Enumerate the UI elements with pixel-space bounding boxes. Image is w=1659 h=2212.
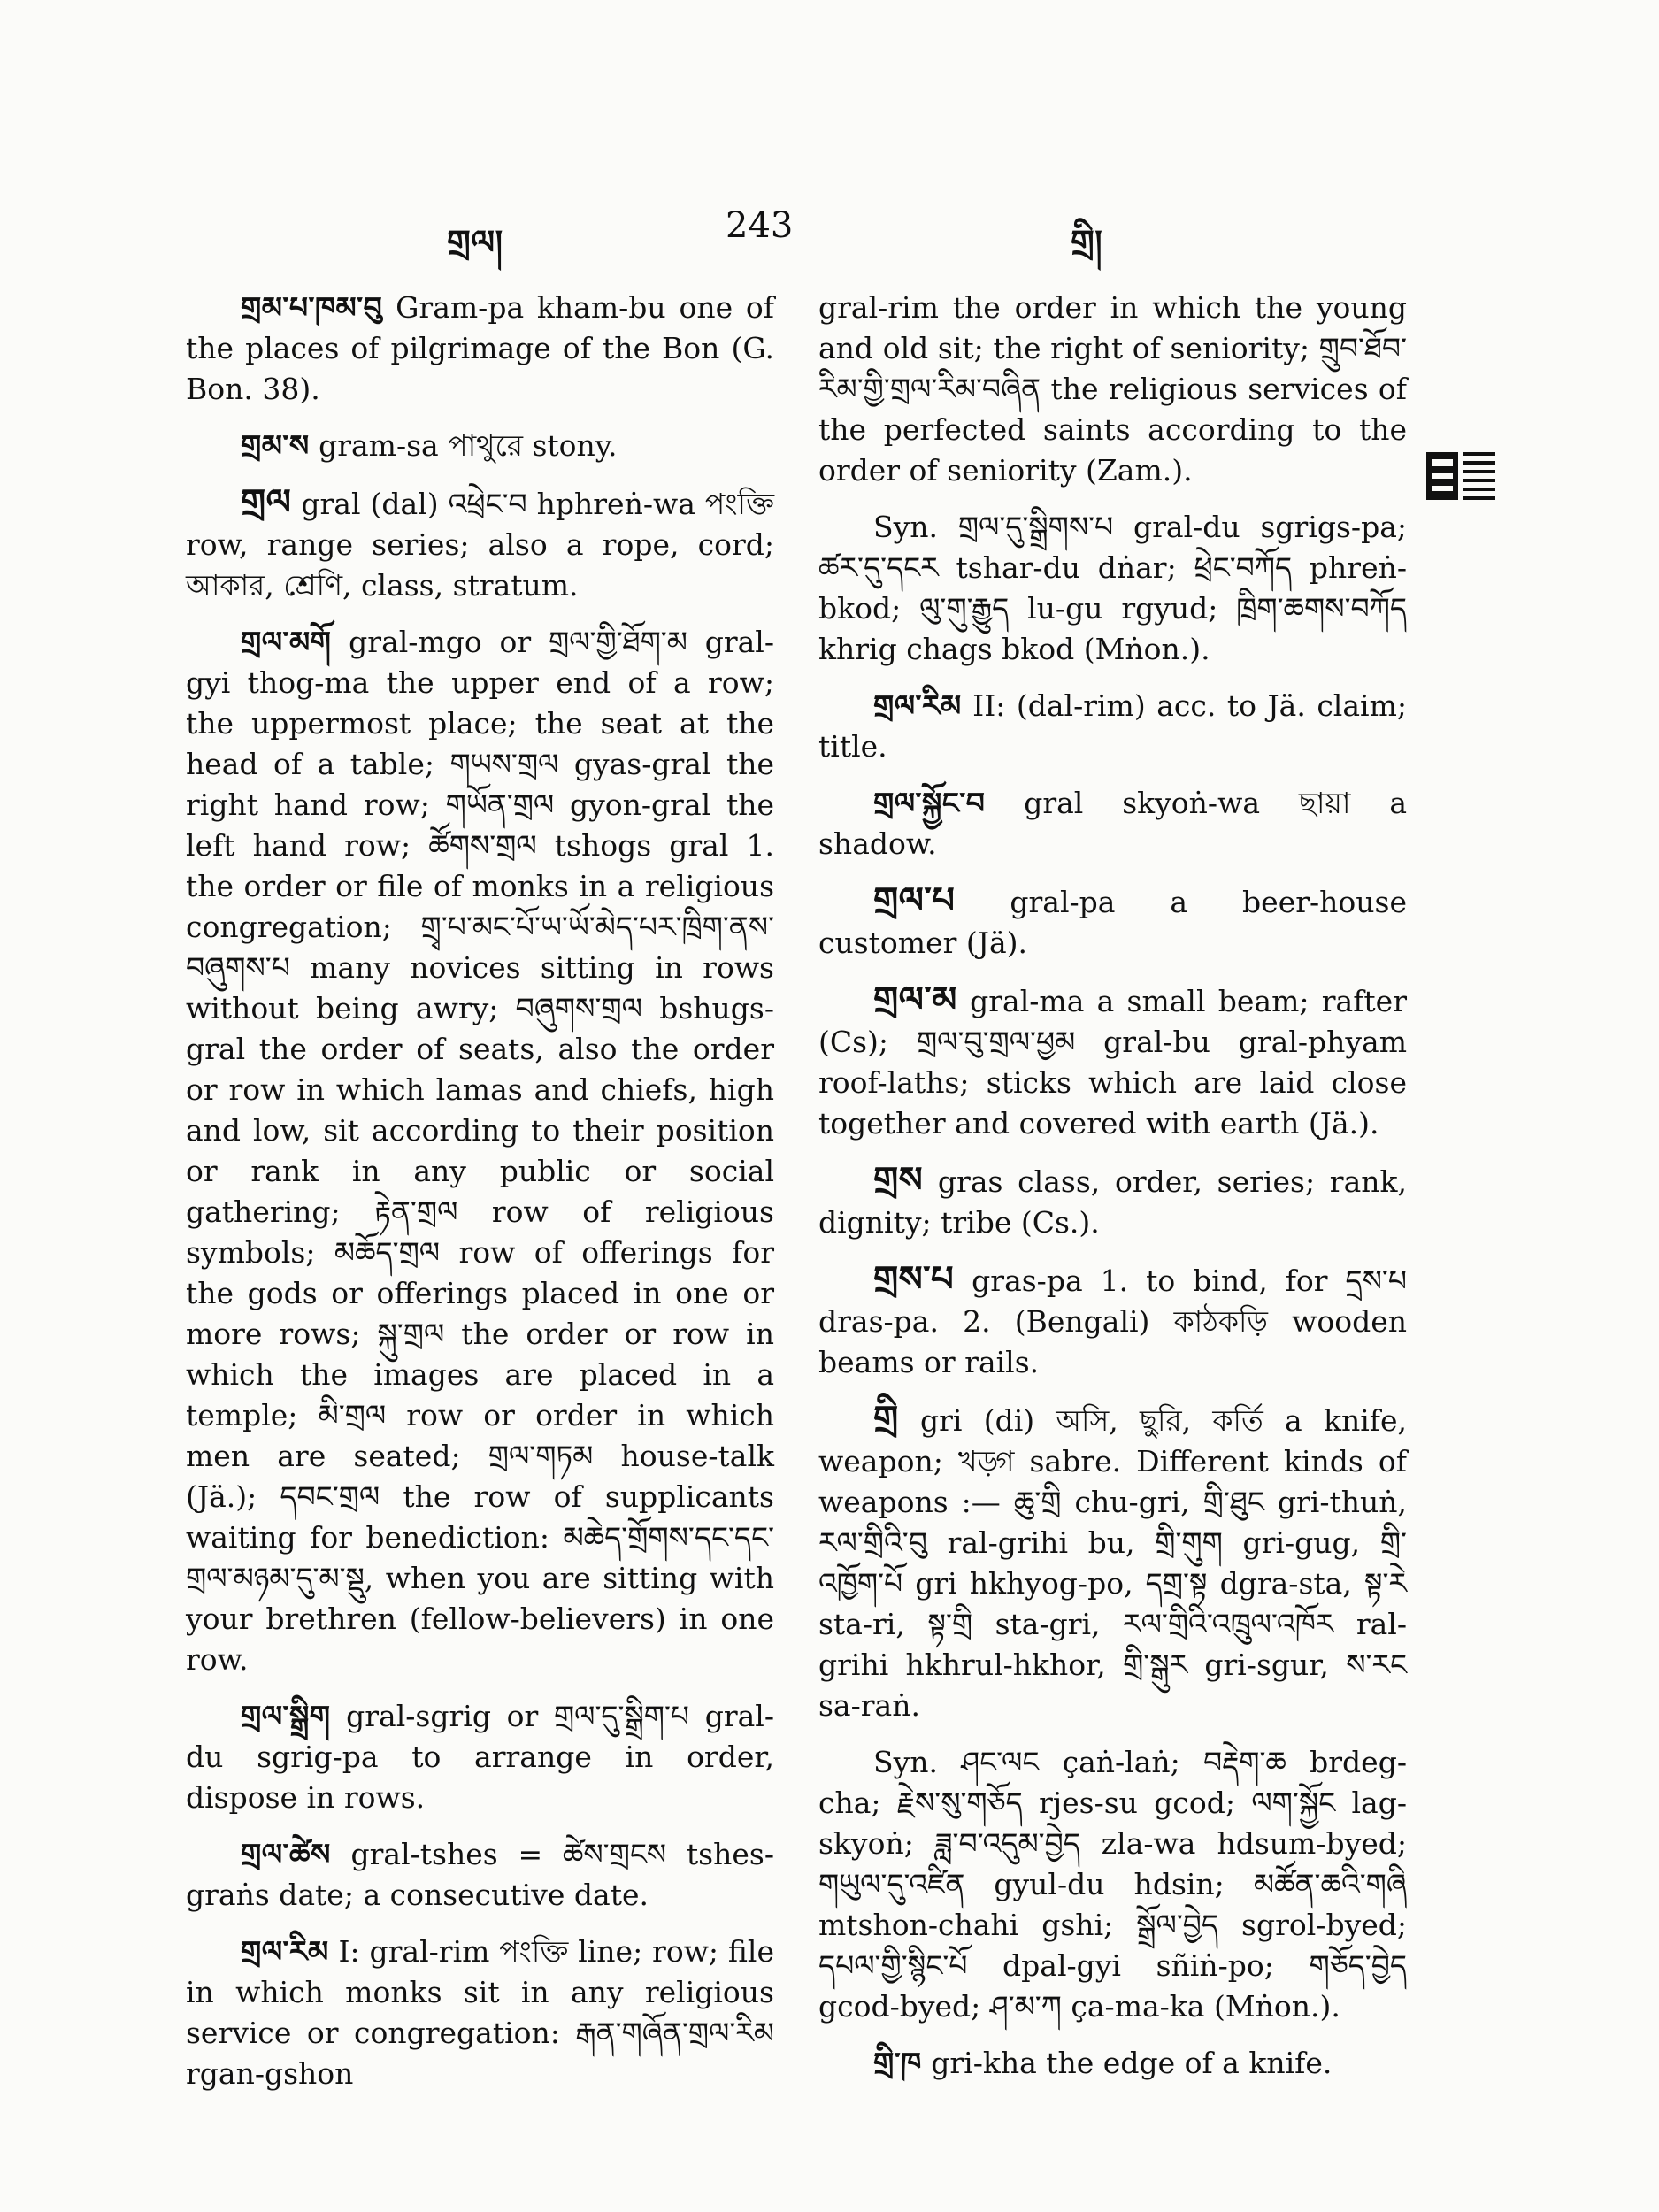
entry (818, 1259, 1407, 1383)
entry (818, 2043, 1407, 2084)
entry (818, 686, 1407, 767)
entry-text: Syn. ཤང་ལང çaṅ-laṅ; བརྡེག་ཆ brdeg-cha; རྗེས་སུ་གཅོད rjes-su gcod; ལག་སྐྱོང lag-skyoṅ; ཟླ་བ་འདུམ་བྱེད zla-wa hdsum-byed; གཡུལ་དུ་འཛིན gyul-du hdsin; མཚོན་ཆའི་གཞི mtshon-chahi gshi; སྒྲོལ་བྱེད sgrol-byed; དཔལ་གྱི་སྙིང་པོ dpal-gyi sñiṅ-po; གཅོད་བྱེད gcod-byed; ཤ་མ་ཀ ça-ma-ka (Mṅon.). (818, 1745, 1407, 2024)
page-header (0, 205, 1659, 262)
page-number: 243 (726, 205, 794, 246)
entry-headword: གྲི (873, 1398, 899, 1440)
entry (818, 288, 1407, 491)
entry-headword: གྲལ་རིམ (873, 688, 962, 723)
entry-headword: གྲལ་པ (873, 879, 956, 921)
entry-text: gram-sa পাথুরে stony. (309, 428, 618, 463)
entry (818, 1160, 1407, 1243)
entry-headword: གྲལ (241, 481, 292, 523)
entry-headword: གྲལ་སྐྱོང་བ (873, 786, 986, 820)
entry-headword: གྲི་ཁ (873, 2046, 922, 2080)
entry (186, 288, 774, 410)
left-column (186, 288, 774, 2110)
thumb-index-tab-icon (1426, 447, 1497, 505)
entry (186, 426, 774, 466)
entry-headword: གྲམ་ས (241, 428, 310, 463)
entry-text: gri-kha the edge of a knife. (921, 2046, 1333, 2080)
entry-headword: གྲམ་པ་ཁམ་བུ (241, 290, 383, 325)
entry-headword: གྲལ་རིམ (241, 1934, 329, 1969)
entry-headword: གྲལ་ཚེས (241, 1837, 331, 1871)
entry-text: gral-tshes = ཚེས་གྲངས tshes-graṅs date; a consecutive date. (186, 1837, 774, 1912)
entry-text: Syn. གྲལ་དུ་སྒྲིགས་པ gral-du sgrigs-pa; ཚར་དུ་དངར tshar-du dṅar; ཕྲེང་བཀོད phreṅ-bkod; ལུ་གུ་རྒྱུད lu-gu rgyud; ཁྲིག་ཆགས་བཀོད khrig chags bkod (Mṅon.). (818, 510, 1407, 666)
entry-text: I: gral-rim পংক্তি line; row; file in which monks sit in any religious service or congregation: རྒན་གཞོན་གྲལ་རིམ rgan-gshon (186, 1934, 774, 2091)
thumb-index-glyph (1426, 447, 1497, 505)
entry (818, 880, 1407, 964)
right-running-headword: གྲི། (1071, 222, 1103, 262)
entry (818, 1742, 1407, 2027)
entry (818, 1399, 1407, 1726)
entry-headword: གྲལ་སྒྲིག (241, 1699, 331, 1733)
entry-text: II: (dal-rim) acc. to Jä. claim; title. (818, 688, 1407, 764)
entry-text: gral-mgo or གྲལ་གྱི་ཐོག་མ gral-gyi thog-ma the upper end of a row; the uppermost place; the seat at the head of a table; གཡས་གྲལ gyas-gral the right hand row; གཡོན་གྲལ gyon-gral the left hand row; ཚོགས་གྲལ tshogs gral 1. the order or file of monks in a religious congregation; གྲྭ་པ་མང་པོ་ཡ་ཡོ་མེད་པར་ཁྲིག་ནས་བཞུགས་པ many novices sitting in rows without being awry; བཞུགས་གྲལ bshugs-gral the order of seats, also the order or row in which lamas and chiefs, high and low, sit according to their position or rank in any public or social gathering; རྟེན་གྲལ row of religious symbols; མཆོད་གྲལ row of offerings for the gods or offerings placed in one or more rows; སྐུ་གྲལ the order or row in which the images are placed in a temple; མི་གྲལ row or order in which men are seated; གྲལ་གཏམ house-talk (Jä.); དབང་གྲལ the row of supplicants waiting for benediction: མཆེད་གྲོགས་དང་དང་གྲལ་མཉམ་དུ་མ་སྡུ, when you are sitting with your brethren (fellow-believers) in one row. (186, 625, 774, 1677)
entry-text: gras-pa 1. to bind, for དྲས་པ dras-pa. 2. (Bengali) কাঠকড়ি wooden beams or rails. (818, 1263, 1407, 1379)
entry (186, 622, 774, 1680)
entry-text: gral-rim the order in which the young and old sit; the right of seniority; གྲུབ་ཐོབ་རིམ་གྱི་གྲལ་རིམ་བཞིན the religious services of the perfected saints according to the order of seniority (Zam.). (818, 290, 1407, 488)
entry (186, 1932, 774, 2094)
entry (186, 1696, 774, 1818)
entry-text: gral skyoṅ-wa ছায়া a shadow. (818, 786, 1407, 861)
entry-headword: གྲལ་མ (873, 979, 957, 1020)
entry (818, 507, 1407, 670)
entry-headword: གྲས་པ (873, 1258, 955, 1300)
entry-text: gras class, order, series; rank, dignity; tribe (Cs.). (818, 1164, 1407, 1240)
entry-text: gral-ma a small beam; rafter (Cs); གྲལ་བུ་གྲལ་ཕྱམ gral-bu gral-phyam roof-laths; sticks which are laid close together and covered with earth (Jä.). (818, 984, 1407, 1141)
entry-text: Gram-pa kham-bu one of the places of pilgrimage of the Bon (G. Bon. 38). (186, 290, 774, 406)
right-column (818, 288, 1407, 2100)
entry-text: gri (di) অসি, ছুরি, কর্তি a knife, weapon; খড়্গ sabre. Different kinds of weapons :— ཆུ་གྲི chu-gri, གྲི་ཐུང gri-thuṅ, རལ་གྲིའི་བུ ral-grihi bu, གྲི་གུག gri-gug, གྲི་འཁྱོག་པོ gri hkhyog-po, དགྲ་སྟ dgra-sta, སྟ་རེ sta-ri, སྟ་གྲི sta-gri, རལ་གྲིའི་འཁྲུལ་འཁོར ral-grihi hkhrul-hkhor, གྲི་སྒུར gri-sgur, ས་རང sa-raṅ. (818, 1403, 1407, 1723)
entry (818, 783, 1407, 864)
entry-text: gral-sgrig or གྲལ་དུ་སྒྲིག་པ gral-du sgrig-pa to arrange in order, dispose in rows. (186, 1699, 774, 1815)
entry (186, 482, 774, 606)
entry-headword: གྲལ་མགོ (241, 625, 332, 659)
entry-text: gral-pa a beer-house customer (Jä). (818, 885, 1407, 960)
entry (818, 979, 1407, 1144)
entry-text: gral (dal) འཕྲེང་བ hphreṅ-wa পংক্তি row, range series; also a rope, cord; আকার, শ্রেণি, class, stratum. (186, 487, 774, 603)
left-running-headword: གྲལ། (447, 222, 503, 262)
entry-headword: གྲས (873, 1159, 924, 1201)
entry (186, 1834, 774, 1916)
